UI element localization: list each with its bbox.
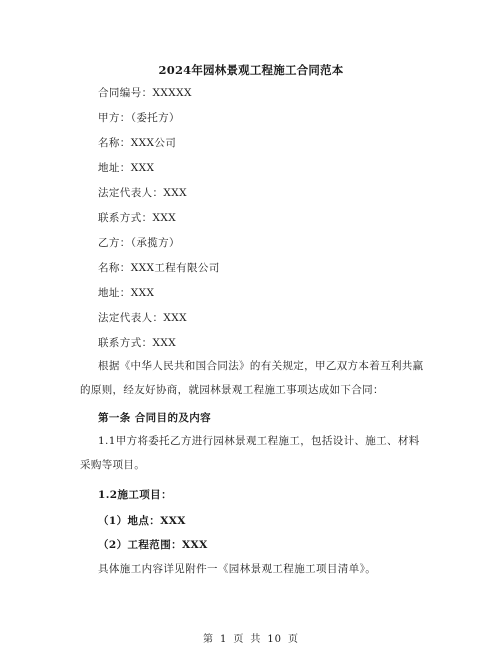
party-b-label: 乙方：（承揽方） — [98, 237, 180, 249]
footer-total-word: 共 — [250, 634, 262, 645]
footer-suffix: 页 — [288, 634, 300, 645]
footer-page-number: 1 — [219, 634, 228, 645]
clause-1-1: 1.1甲方将委托乙方进行园林景观工程施工，包括设计、施工、材料采购等项目。 — [80, 435, 420, 471]
party-b-representative: 法定代表人：XXX — [98, 312, 188, 324]
party-b-name: 名称：XXX工程有限公司 — [98, 262, 220, 274]
clause-1-2-heading: 1.2施工项目： — [98, 489, 172, 501]
footer-total-pages: 10 — [267, 634, 283, 645]
contract-number: 合同编号：XXXXX — [98, 87, 192, 99]
footer-page-word: 页 — [233, 634, 245, 645]
closing-line: 具体施工内容详见附件一《园林景观工程施工项目清单》。 — [98, 563, 377, 575]
party-a-representative: 法定代表人：XXX — [98, 187, 188, 199]
party-b-contact: 联系方式：XXX — [98, 337, 177, 349]
article-1-heading: 第一条 合同目的及内容 — [98, 412, 212, 424]
party-a-label: 甲方：（委托方） — [98, 112, 180, 124]
document-title: 2024年园林景观工程施工合同范本 — [158, 63, 344, 77]
page-footer — [0, 630, 502, 645]
footer-prefix: 第 — [202, 634, 214, 645]
party-b-address: 地址：XXX — [98, 287, 155, 299]
party-a-contact: 联系方式：XXX — [98, 212, 177, 224]
party-a-address: 地址：XXX — [98, 162, 155, 174]
item-scope: （2）工程范围：XXX — [98, 539, 208, 551]
party-a-name: 名称：XXX公司 — [98, 137, 177, 149]
item-location: （1）地点：XXX — [98, 515, 186, 527]
intro-paragraph: 根据《中华人民共和国合同法》的有关规定，甲乙双方本着互利共赢的原则，经友好协商，就园林景观工程施工事项达成如下合同： — [80, 360, 424, 396]
